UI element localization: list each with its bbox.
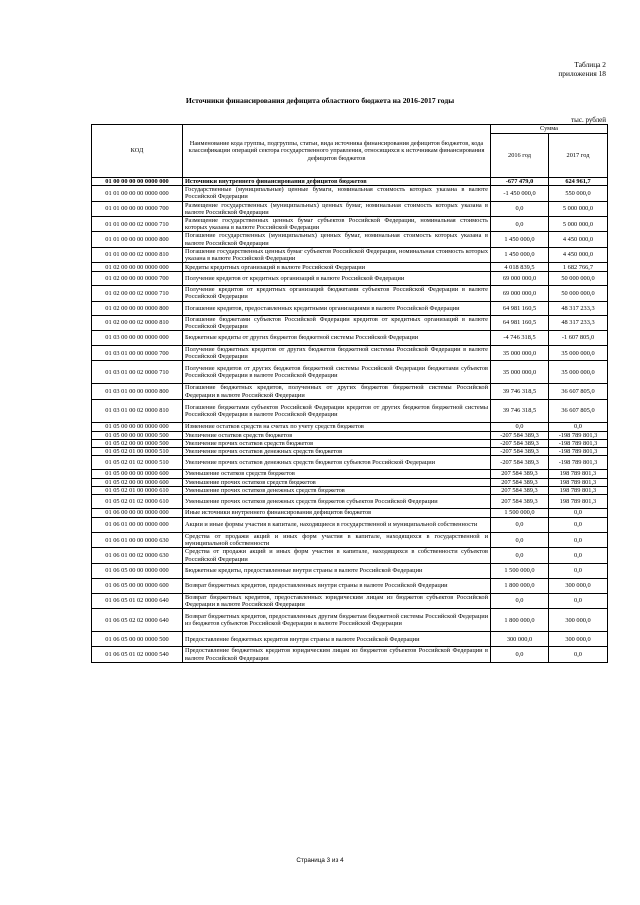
table-row	[92, 440, 608, 448]
header-code: КОД	[92, 125, 183, 178]
row-value-2017: 0,0	[549, 548, 608, 563]
row-value-2017: -198 789 801,3	[549, 456, 608, 470]
row-value-2017: 0,0	[549, 518, 608, 533]
row-code: 01 05 00 00 00 0000 000	[92, 422, 183, 431]
row-value-2016: -4 746 318,5	[491, 331, 549, 346]
row-name: Погашение бюджетами субъектов Российской Федерации кредитов от других бюджетов бюджетной системы Российской Федерации в валюте Российской Федерации	[183, 399, 491, 422]
row-name: Кредиты кредитных организаций в валюте Российской Федерации	[183, 263, 491, 272]
row-value-2016: 0,0	[491, 533, 549, 548]
table-row	[92, 548, 608, 563]
row-name: Погашение кредитов, предоставленных кредитными организациями в валюте Российской Федерации	[183, 301, 491, 315]
row-name: Получение кредитов от кредитных организаций в валюте Российской Федерации	[183, 272, 491, 286]
row-code: 01 02 00 00 00 0000 700	[92, 272, 183, 286]
row-value-2016: -207 584 389,3	[491, 431, 549, 439]
row-value-2016: 0,0	[491, 217, 549, 232]
row-name: Получение бюджетных кредитов от других бюджетов бюджетной системы Российской Федерации в валюте Российской Федерации	[183, 346, 491, 361]
row-value-2017: 48 317 233,3	[549, 301, 608, 315]
row-value-2017: 1 682 766,7	[549, 263, 608, 272]
row-value-2017: -1 607 805,0	[549, 331, 608, 346]
row-value-2017: 300 000,0	[549, 632, 608, 647]
row-value-2017: 48 317 233,3	[549, 315, 608, 330]
row-code: 01 05 02 01 00 0000 510	[92, 448, 183, 456]
table-row	[92, 448, 608, 456]
row-code: 01 05 00 00 00 0000 500	[92, 431, 183, 439]
row-code: 01 06 05 00 00 0000 500	[92, 632, 183, 647]
row-value-2016: -677 479,0	[491, 178, 549, 186]
table-row	[92, 647, 608, 662]
units-label: тыс. рублей	[571, 116, 606, 124]
row-value-2016: 1 500 000,0	[491, 563, 549, 578]
row-value-2017: -198 789 801,3	[549, 431, 608, 439]
table-row	[92, 518, 608, 533]
row-name: Увеличение остатков средств бюджетов	[183, 431, 491, 439]
row-name: Источники внутреннего финансирования дефицитов бюджетов	[183, 178, 491, 186]
document-title: Источники финансирования дефицита областного бюджета на 2016-2017 годы	[185, 96, 455, 105]
row-value-2016: 35 000 000,0	[491, 361, 549, 384]
row-value-2016: 4 018 839,5	[491, 263, 549, 272]
row-code: 01 06 01 00 02 0000 630	[92, 548, 183, 563]
row-value-2017: 300 000,0	[549, 578, 608, 593]
row-value-2016: -207 584 389,3	[491, 448, 549, 456]
row-code: 01 03 00 00 00 0000 000	[92, 331, 183, 346]
table-row	[92, 201, 608, 216]
row-value-2016: 207 584 389,3	[491, 470, 549, 478]
row-value-2017: 0,0	[549, 422, 608, 431]
row-value-2017: 36 607 805,0	[549, 399, 608, 422]
row-value-2016: 0,0	[491, 201, 549, 216]
row-value-2017: 35 000 000,0	[549, 346, 608, 361]
row-code: 01 06 05 01 02 0000 540	[92, 647, 183, 662]
row-name: Погашение государственных (муниципальных) ценных бумаг, номинальная стоимость которых указана в валюте Российской Федерации	[183, 232, 491, 247]
row-name: Государственные (муниципальные) ценные бумаги, номинальная стоимость которых указана в валюте Российской Федерации	[183, 186, 491, 201]
row-code: 01 01 00 00 00 0000 000	[92, 186, 183, 201]
row-name: Возврат бюджетных кредитов, предоставленных внутри страны в валюте Российской Федерации	[183, 578, 491, 593]
row-name: Уменьшение остатков средств бюджетов	[183, 470, 491, 478]
table-row	[92, 399, 608, 422]
row-code: 01 03 01 00 02 0000 810	[92, 399, 183, 422]
row-code: 01 06 05 01 02 0000 640	[92, 593, 183, 608]
row-name: Получение кредитов от кредитных организаций бюджетами субъектов Российской Федерации в валюте Российской Федерации	[183, 286, 491, 301]
row-name: Средства от продажи акций и иных форм участия в капитале, находящихся в собственности субъектов Российской Федерации	[183, 548, 491, 563]
row-name: Возврат бюджетных кредитов, предоставленных другим бюджетам бюджетной системы Российской Федерации из бюджетов субъектов Российской Федерации в валюте Российской Федерации	[183, 609, 491, 632]
row-value-2016: 0,0	[491, 647, 549, 662]
financing-sources-table	[91, 124, 608, 663]
row-value-2017: 198 789 801,3	[549, 495, 608, 509]
table-row	[92, 346, 608, 361]
row-code: 01 03 01 00 00 0000 800	[92, 384, 183, 399]
row-value-2016: 207 584 389,3	[491, 486, 549, 494]
row-value-2017: 5 000 000,0	[549, 201, 608, 216]
row-name: Бюджетные кредиты, предоставленные внутри страны в валюте Российской Федерации	[183, 563, 491, 578]
row-code: 01 02 00 00 02 0000 810	[92, 315, 183, 330]
table-row	[92, 456, 608, 470]
row-name: Уменьшение прочих остатков денежных средств бюджетов субъектов Российской Федерации	[183, 495, 491, 509]
table-row	[92, 272, 608, 286]
header-year-2017: 2017 год	[549, 134, 608, 178]
table-row	[92, 384, 608, 399]
table-row	[92, 578, 608, 593]
table-row	[92, 331, 608, 346]
header-year-2016: 2016 год	[491, 134, 549, 178]
row-value-2016: 64 981 160,5	[491, 315, 549, 330]
row-name: Размещение государственных ценных бумаг субъектов Российской Федерации, номинальная стоимость которых указана в валюте Российской Федерации	[183, 217, 491, 232]
row-value-2016: 207 584 389,3	[491, 478, 549, 486]
row-code: 01 01 00 00 02 0000 710	[92, 217, 183, 232]
table-body	[92, 178, 608, 663]
table-row	[92, 470, 608, 478]
row-value-2016: -207 584 389,3	[491, 440, 549, 448]
table-row	[92, 263, 608, 272]
row-code: 01 06 05 00 00 0000 600	[92, 578, 183, 593]
row-name: Получение кредитов от других бюджетов бюджетной системы Российской Федерации бюджетами субъектов Российской Федерации в валюте Российской Федерации	[183, 361, 491, 384]
table-row	[92, 422, 608, 431]
row-value-2017: 300 000,0	[549, 609, 608, 632]
row-name: Акции и иные формы участия в капитале, находящиеся в государственной и муниципальной собственности	[183, 518, 491, 533]
row-code: 01 01 00 00 00 0000 800	[92, 232, 183, 247]
row-name: Предоставление бюджетных кредитов внутри страны в валюте Российской Федерации	[183, 632, 491, 647]
row-code: 01 05 02 00 00 0000 500	[92, 440, 183, 448]
row-name: Предоставление бюджетных кредитов юридическим лицам из бюджетов субъектов Российской Федерации в валюте Российской Федерации	[183, 647, 491, 662]
row-name: Увеличение прочих остатков средств бюджетов	[183, 440, 491, 448]
row-code: 01 01 00 00 02 0000 810	[92, 247, 183, 262]
row-value-2017: 198 789 801,3	[549, 486, 608, 494]
row-value-2017: 50 000 000,0	[549, 286, 608, 301]
row-name: Погашение государственных ценных бумаг субъектов Российской Федерации, номинальная стоимость которых указана в валюте Российской Федерации	[183, 247, 491, 262]
page-footer: Страница 3 из 4	[296, 857, 344, 864]
row-value-2016: 0,0	[491, 548, 549, 563]
row-value-2016: -1 450 000,0	[491, 186, 549, 201]
row-value-2016: 1 800 000,0	[491, 609, 549, 632]
table-row	[92, 178, 608, 186]
table-row	[92, 431, 608, 439]
row-value-2017: 198 789 801,3	[549, 478, 608, 486]
row-code: 01 00 00 00 00 0000 000	[92, 178, 183, 186]
table-row	[92, 495, 608, 509]
row-value-2017: 4 450 000,0	[549, 247, 608, 262]
row-value-2017: -198 789 801,3	[549, 440, 608, 448]
row-value-2017: -198 789 801,3	[549, 448, 608, 456]
row-code: 01 01 00 00 00 0000 700	[92, 201, 183, 216]
row-value-2016: 39 746 318,5	[491, 399, 549, 422]
table-row	[92, 533, 608, 548]
annex-reference	[558, 60, 606, 78]
table-row	[92, 478, 608, 486]
table-row	[92, 563, 608, 578]
row-code: 01 02 00 00 02 0000 710	[92, 286, 183, 301]
row-value-2017: 0,0	[549, 533, 608, 548]
table-row	[92, 486, 608, 494]
row-code: 01 05 02 00 00 0000 600	[92, 478, 183, 486]
row-value-2016: 1 450 000,0	[491, 232, 549, 247]
row-value-2017: 36 607 805,0	[549, 384, 608, 399]
table-row	[92, 301, 608, 315]
row-code: 01 03 01 00 00 0000 700	[92, 346, 183, 361]
table-row	[92, 232, 608, 247]
row-name: Бюджетные кредиты от других бюджетов бюджетной системы Российской Федерации	[183, 331, 491, 346]
row-value-2016: 0,0	[491, 422, 549, 431]
table-row	[92, 286, 608, 301]
row-code: 01 06 01 00 00 0000 000	[92, 518, 183, 533]
row-name: Размещение государственных (муниципальных) ценных бумаг, номинальная стоимость которых указана в валюте Российской Федерации	[183, 201, 491, 216]
row-name: Уменьшение прочих остатков денежных средств бюджетов	[183, 486, 491, 494]
row-value-2016: -207 584 389,3	[491, 456, 549, 470]
table-row	[92, 361, 608, 384]
row-value-2017: 0,0	[549, 563, 608, 578]
row-value-2016: 35 000 000,0	[491, 346, 549, 361]
table-row	[92, 186, 608, 201]
annex-table-number: Таблица 2	[574, 60, 606, 69]
row-value-2017: 0,0	[549, 593, 608, 608]
row-value-2017: 4 450 000,0	[549, 232, 608, 247]
header-name: Наименование кода группы, подгруппы, статьи, вида источника финансирования дефицитов бюджетов, кода классификации операций сектора государственного управления, относящихся к источникам финансирования дефицитов бюджетов	[183, 125, 491, 178]
row-value-2017: 50 000 000,0	[549, 272, 608, 286]
table-row	[92, 593, 608, 608]
table-header	[92, 125, 608, 178]
row-value-2016: 207 584 389,3	[491, 495, 549, 509]
row-code: 01 06 05 02 02 0000 640	[92, 609, 183, 632]
row-code: 01 03 01 00 02 0000 710	[92, 361, 183, 384]
row-name: Погашение бюджетных кредитов, полученных от других бюджетов бюджетной системы Российской Федерации в валюте Российской Федерации	[183, 384, 491, 399]
row-code: 01 05 02 01 00 0000 610	[92, 486, 183, 494]
row-value-2017: 198 789 801,3	[549, 470, 608, 478]
row-code: 01 06 05 00 00 0000 000	[92, 563, 183, 578]
row-value-2017: 624 961,7	[549, 178, 608, 186]
row-value-2017: 550 000,0	[549, 186, 608, 201]
row-name: Погашение бюджетами субъектов Российской Федерации кредитов от кредитных организаций в валюте Российской Федерации	[183, 315, 491, 330]
row-code: 01 02 00 00 00 0000 800	[92, 301, 183, 315]
row-value-2017: 0,0	[549, 647, 608, 662]
row-name: Увеличение прочих остатков денежных средств бюджетов	[183, 448, 491, 456]
row-name: Увеличение прочих остатков денежных средств бюджетов субъектов Российской Федерации	[183, 456, 491, 470]
row-name: Уменьшение прочих остатков средств бюджетов	[183, 478, 491, 486]
row-value-2017: 5 000 000,0	[549, 217, 608, 232]
row-value-2016: 0,0	[491, 518, 549, 533]
row-code: 01 02 00 00 00 0000 000	[92, 263, 183, 272]
table-row	[92, 632, 608, 647]
row-code: 01 05 00 00 00 0000 600	[92, 470, 183, 478]
row-value-2016: 69 000 000,0	[491, 272, 549, 286]
row-value-2016: 1 500 000,0	[491, 509, 549, 518]
row-value-2017: 0,0	[549, 509, 608, 518]
row-value-2017: 35 000 000,0	[549, 361, 608, 384]
row-name: Средства от продажи акций и иных форм участия в капитале, находящихся в государственной и муниципальной собственности	[183, 533, 491, 548]
row-code: 01 06 01 00 00 0000 630	[92, 533, 183, 548]
table-row	[92, 217, 608, 232]
row-value-2016: 64 981 160,5	[491, 301, 549, 315]
row-value-2016: 69 000 000,0	[491, 286, 549, 301]
row-code: 01 06 00 00 00 0000 000	[92, 509, 183, 518]
table-row	[92, 315, 608, 330]
row-value-2016: 300 000,0	[491, 632, 549, 647]
table-row	[92, 247, 608, 262]
table-row	[92, 609, 608, 632]
header-sum: Сумма	[491, 125, 608, 134]
row-name: Изменение остатков средств на счетах по учету средств бюджетов	[183, 422, 491, 431]
row-code: 01 05 02 01 02 0000 510	[92, 456, 183, 470]
row-name: Возврат бюджетных кредитов, предоставленных юридическим лицам из бюджетов субъектов Российской Федерации в валюте Российской Федерации	[183, 593, 491, 608]
annex-appendix-number: приложения 18	[558, 69, 606, 78]
row-value-2016: 1 800 000,0	[491, 578, 549, 593]
row-value-2016: 0,0	[491, 593, 549, 608]
table-row	[92, 509, 608, 518]
row-value-2016: 39 746 318,5	[491, 384, 549, 399]
row-value-2016: 1 450 000,0	[491, 247, 549, 262]
row-name: Иные источники внутреннего финансирования дефицитов бюджетов	[183, 509, 491, 518]
row-code: 01 05 02 01 02 0000 610	[92, 495, 183, 509]
